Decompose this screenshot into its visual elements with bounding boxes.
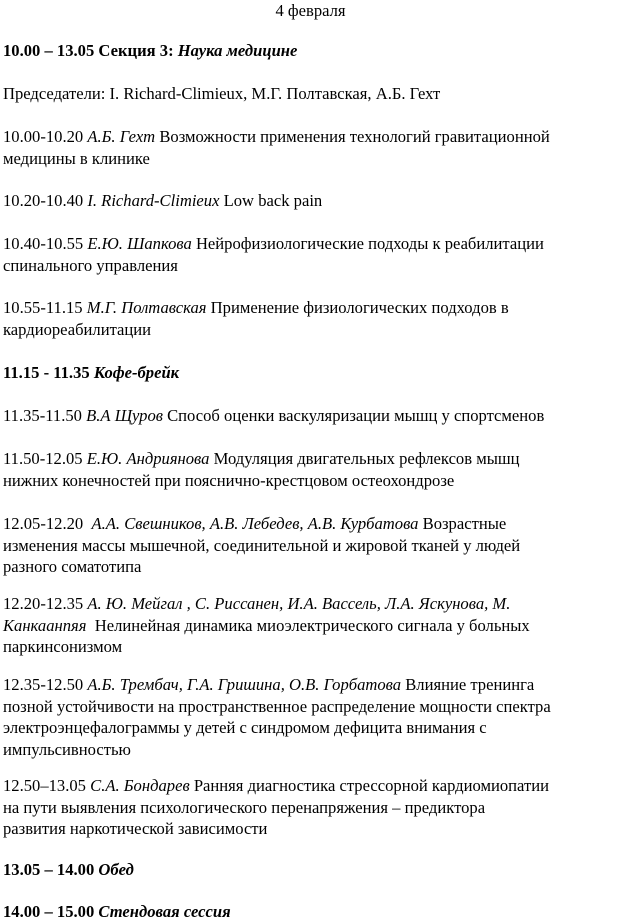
talk-item [3, 775, 618, 840]
talk-time: 11.35-11.50 [3, 406, 82, 425]
talk-authors: А.Б. Трембач, Г.А. Гришина, О.В. Горбатова [87, 675, 402, 694]
talk-authors-cont: Канкаанпяя [3, 615, 87, 635]
talk-time: 10.55-11.15 [3, 298, 83, 317]
talk-title-cont: нижних конечностей при пояснично-крестцовом остеохондрозе [3, 470, 455, 490]
talk-title-cont: медицины в клинике [3, 148, 150, 168]
talk-authors: А. Ю. Мейгал , С. Риссанен, И.А. Вассель, Л.А. Яскунова, М. [87, 594, 511, 613]
talk-item [3, 297, 618, 340]
talk-authors: Е.Ю. Андриянова [86, 449, 210, 468]
section-heading [3, 40, 618, 62]
talk-title: Модуляция двигательных рефлексов мышц [213, 449, 520, 468]
talk-title-cont: разного соматотипа [3, 557, 142, 576]
talk-authors: Е.Ю. Шапкова [87, 234, 192, 253]
talk-authors: А.А. Свешников, А.В. Лебедев, А.В. Курбатова [91, 514, 419, 533]
talk-authors: А.Б. Гехт [87, 127, 156, 146]
talk-authors: I. Richard-Climieux [87, 191, 220, 210]
talk-item [3, 674, 618, 760]
talk-item [3, 233, 618, 276]
talk-item [3, 448, 618, 491]
talk-title-cont: паркинсонизмом [3, 637, 123, 656]
talk-time: 10.20-10.40 [3, 191, 84, 210]
coffee-break [3, 362, 618, 384]
talk-item [3, 513, 618, 578]
talk-title-cont: кардиореабилитации [3, 319, 152, 339]
talk-title: Возможности применения технологий гравитационной [159, 127, 550, 146]
chairs-line: Председатели: I. Richard-Climieux, М.Г. Полтавская, А.Б. Гехт [3, 84, 441, 103]
talk-title-cont: электроэнцефалограммы у детей с синдромом дефицита внимания с [3, 718, 487, 737]
talk-title: Влияние тренинга [405, 675, 535, 694]
talk-title: Нейрофизиологические подходы к реабилитации [195, 234, 544, 253]
talk-time: 12.20-12.35 [3, 594, 84, 613]
talk-authors: В.А Щуров [86, 406, 163, 425]
lunch-title: Обед [98, 860, 134, 879]
talk-title: Применение физиологических подходов в [210, 298, 509, 317]
talk-title: Возрастные [422, 514, 507, 533]
talk-title: Способ оценки васкуляризации мышц у спортсменов [167, 406, 545, 425]
talk-time: 10.00-10.20 [3, 127, 84, 146]
talk-title-cont: развития наркотической зависимости [3, 819, 268, 838]
section-title: Наука медицине [177, 41, 298, 60]
talk-authors: С.А. Бондарев [90, 776, 190, 795]
talk-title-cont: изменения массы мышечной, соединительной и жировой тканей у людей [3, 535, 521, 555]
talk-time: 11.50-12.05 [3, 449, 83, 468]
talk-item [3, 190, 618, 212]
talk-time: 10.40-10.55 [3, 234, 84, 253]
coffee-title: Кофе-брейк [93, 363, 180, 382]
poster-time: 14.00 – 15.00 [3, 902, 95, 921]
talk-item [3, 405, 618, 427]
talk-time: 12.05-12.20 [3, 514, 84, 533]
talk-title: Ранняя диагностика стрессорной кардиомиопатии [193, 776, 549, 795]
talk-item [3, 593, 618, 658]
talk-title-cont: позной устойчивости на пространственное распределение мощности спектра [3, 696, 551, 716]
talk-time: 12.35-12.50 [3, 675, 84, 694]
talk-title-cont: спинального управления [3, 255, 178, 275]
lunch-break [3, 859, 618, 881]
talk-title-cont: на пути выявления психологического перенапряжения – предиктора [3, 797, 486, 817]
talk-title-cont: импульсивностью [3, 739, 131, 759]
lunch-time: 13.05 – 14.00 [3, 860, 95, 879]
talk-item [3, 126, 618, 169]
section-time: 10.00 – 13.05 Секция 3: [3, 41, 174, 60]
poster-title: Стендовая сессия [98, 902, 231, 921]
poster-session [3, 901, 618, 923]
talk-authors: М.Г. Полтавская [86, 298, 207, 317]
coffee-time: 11.15 - 11.35 [3, 363, 90, 382]
talk-time: 12.50–13.05 [3, 776, 86, 795]
page-date: 4 февраля [275, 1, 346, 20]
talk-title: Нелинейная динамика миоэлектрического сигнала у больных [94, 615, 530, 635]
talk-title: Low back pain [223, 191, 323, 210]
